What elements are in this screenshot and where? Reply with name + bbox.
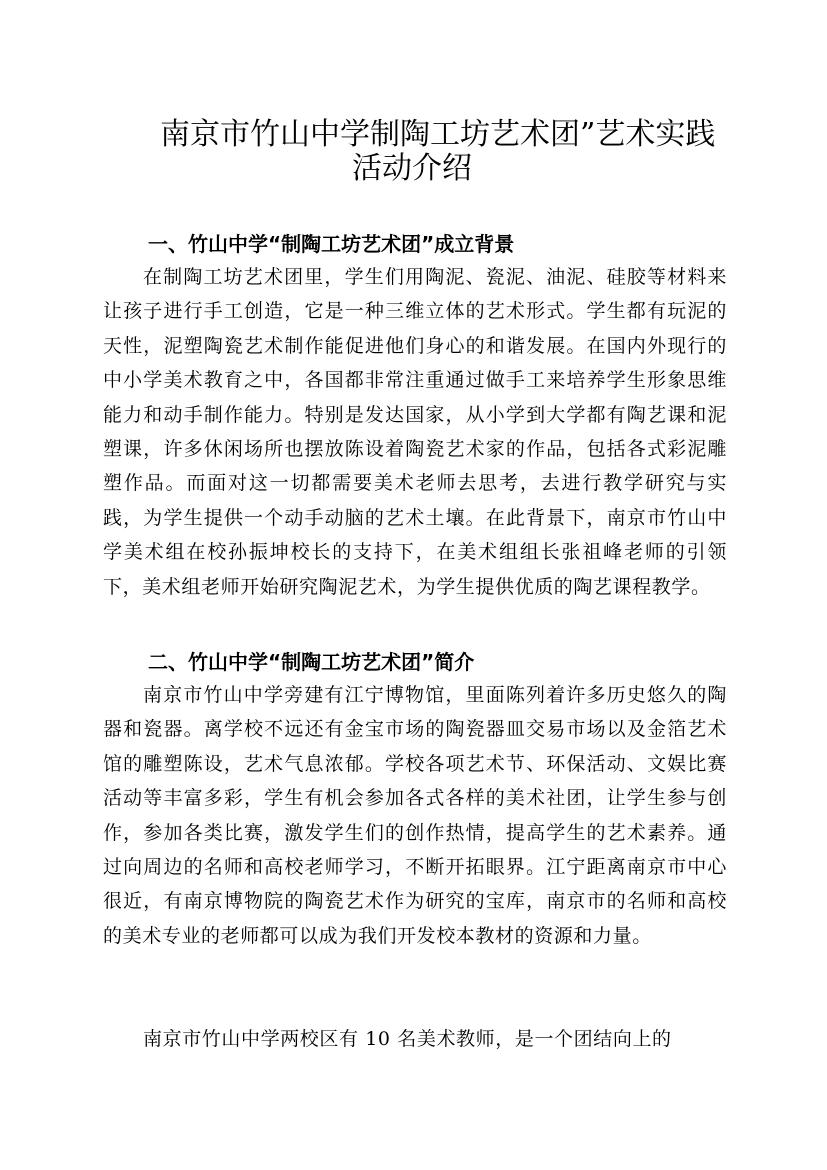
document-title	[160, 118, 760, 186]
title-line-1: 南京市竹山中学制陶工坊艺术团”艺术实践	[160, 117, 716, 152]
section-2-heading: 二、竹山中学“制陶工坊艺术团”简介	[148, 650, 475, 674]
section-2-paragraph-2: 南京市竹山中学两校区有 10 名美术教师，是一个团结向上的	[143, 1028, 672, 1050]
section-2-paragraph-1: 南京市竹山中学旁建有江宁博物馆，里面陈列着许多历史悠久的陶器和瓷器。离学校不远还有金宝市场的陶瓷器皿交易市场以及金箔艺术馆的雕塑陈设，艺术气息浓郁。学校各项艺术节、环保活动、文娱比赛活动等丰富多彩，学生有机会参加各式各样的美术社团，让学生参与创作，参加各类比赛，激发学生们的创作热情，提高学生的艺术素养。通过向周边的名师和高校老师学习，不断开拓眼界。江宁距离南京市中心很近，有南京博物院的陶瓷艺术作为研究的宝库，南京市的名师和高校的美术专业的老师都可以成为我们开发校本教材的资源和力量。	[103, 684, 727, 947]
section-1-heading: 一、竹山中学“制陶工坊艺术团”成立背景	[148, 232, 515, 256]
section-1-paragraph: 在制陶工坊艺术团里，学生们用陶泥、瓷泥、油泥、硅胶等材料来让孩子进行手工创造，它是一种三维立体的艺术形式。学生都有玩泥的天性，泥塑陶瓷艺术制作能促进他们身心的和谐发展。在国内外现行的中小学美术教育之中，各国都非常注重通过做手工来培养学生形象思维能力和动手制作能力。特别是发达国家，从小学到大学都有陶艺课和泥塑课，许多休闲场所也摆放陈设着陶瓷艺术家的作品，包括各式彩泥雕塑作品。而面对这一切都需要美术老师去思考，去进行教学研究与实践，为学生提供一个动手动脑的艺术土壤。在此背景下，南京市竹山中学美术组在校孙振坤校长的支持下，在美术组组长张祖峰老师的引领下，美术组老师开始研究陶泥艺术，为学生提供优质的陶艺课程教学。	[103, 266, 727, 598]
title-line-2: 活动介绍	[352, 151, 472, 186]
